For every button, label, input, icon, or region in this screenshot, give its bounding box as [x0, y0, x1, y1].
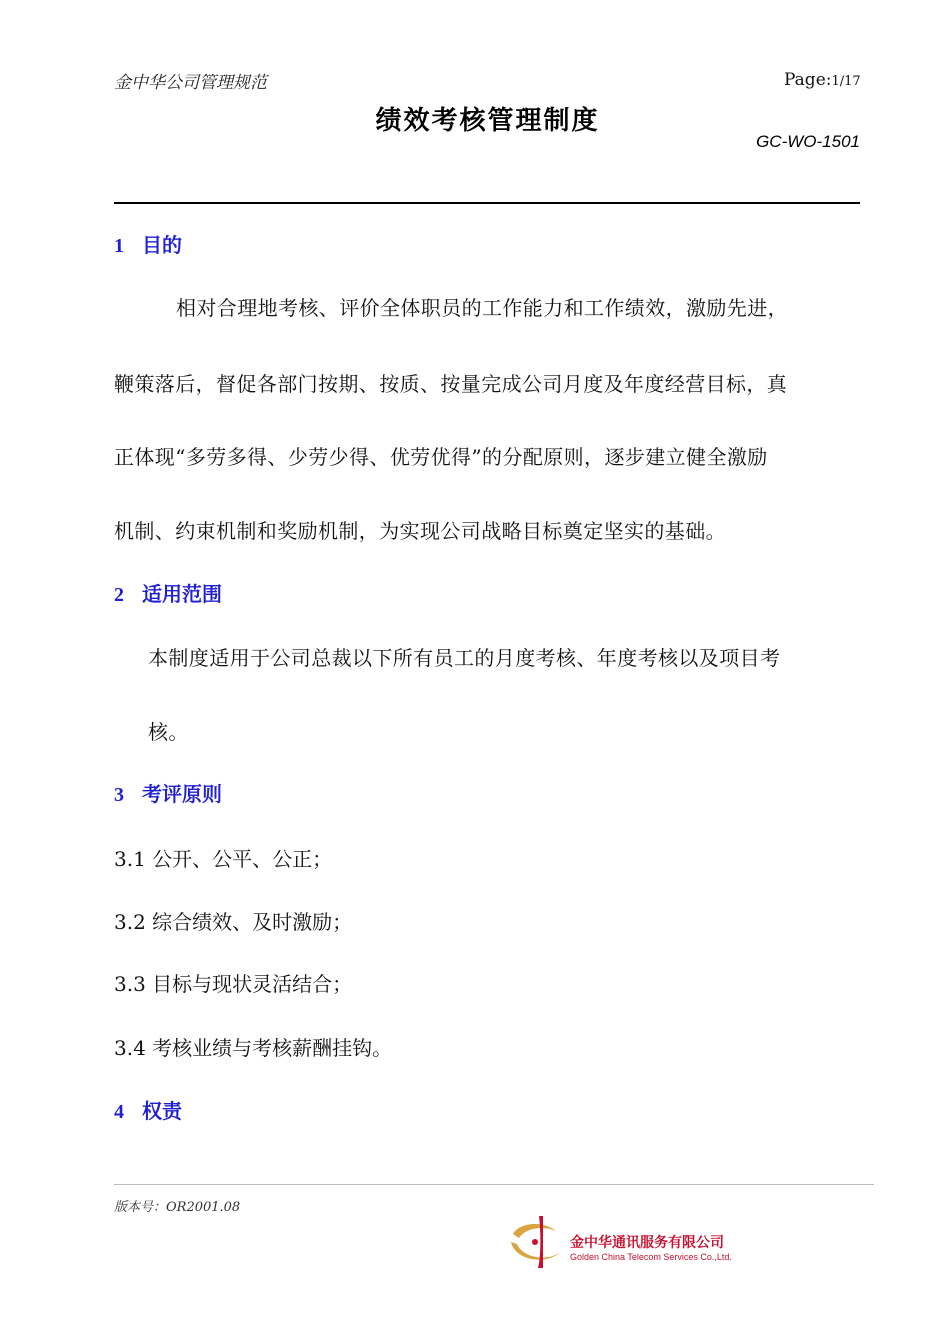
footer-version: 版本号：OR2001.08	[114, 1200, 241, 1215]
purpose-line-2: 鞭策落后，督促各部门按期、按质、按量完成公司月度及年度经营目标，真	[114, 372, 788, 396]
header-company-spec: 金中华公司管理规范	[114, 73, 267, 93]
company-logo-icon	[505, 1212, 571, 1272]
section-heading-scope	[114, 578, 222, 607]
section-heading-principles	[114, 778, 222, 807]
header-divider	[114, 202, 860, 204]
scope-line-2: 核。	[148, 720, 189, 744]
footer-divider	[114, 1184, 874, 1185]
section-title: 适用范围	[142, 582, 222, 606]
principle-item: 3.4 考核业绩与考核薪酬挂钩。	[114, 1036, 393, 1060]
section-title: 考评原则	[142, 782, 222, 806]
principle-item: 3.1 公开、公平、公正；	[114, 847, 333, 871]
document-code: GC-WO-1501	[756, 132, 860, 151]
section-number: 4	[114, 1101, 124, 1123]
section-number: 1	[114, 235, 124, 257]
page-number: 1/17	[831, 74, 861, 89]
section-number: 3	[114, 784, 124, 806]
page-label: Page:	[784, 70, 832, 90]
purpose-line-3: 正体现“多劳多得、少劳少得、优劳优得”的分配原则，逐步建立健全激励	[114, 445, 768, 469]
scope-line-1: 本制度适用于公司总裁以下所有员工的月度考核、年度考核以及项目考	[148, 646, 781, 670]
document-title: 绩效考核管理制度	[375, 106, 600, 136]
logo-company-name-cn: 金中华通讯服务有限公司	[570, 1235, 724, 1251]
section-number: 2	[114, 584, 124, 606]
logo-company-name-en: Golden China Telecom Services Co.,Ltd.	[570, 1252, 732, 1262]
principle-item: 3.3 目标与现状灵活结合；	[114, 972, 353, 996]
purpose-line-4: 机制、约束机制和奖励机制，为实现公司战略目标奠定坚实的基础。	[114, 519, 726, 543]
section-heading-responsibilities	[114, 1095, 182, 1124]
section-heading-purpose	[114, 229, 182, 258]
section-title: 权责	[142, 1099, 182, 1123]
purpose-line-1: 相对合理地考核、评价全体职员的工作能力和工作绩效，激励先进，	[176, 296, 788, 320]
principle-item: 3.2 综合绩效、及时激励；	[114, 910, 353, 934]
section-title: 目的	[142, 233, 182, 257]
header-page-indicator	[784, 70, 861, 90]
